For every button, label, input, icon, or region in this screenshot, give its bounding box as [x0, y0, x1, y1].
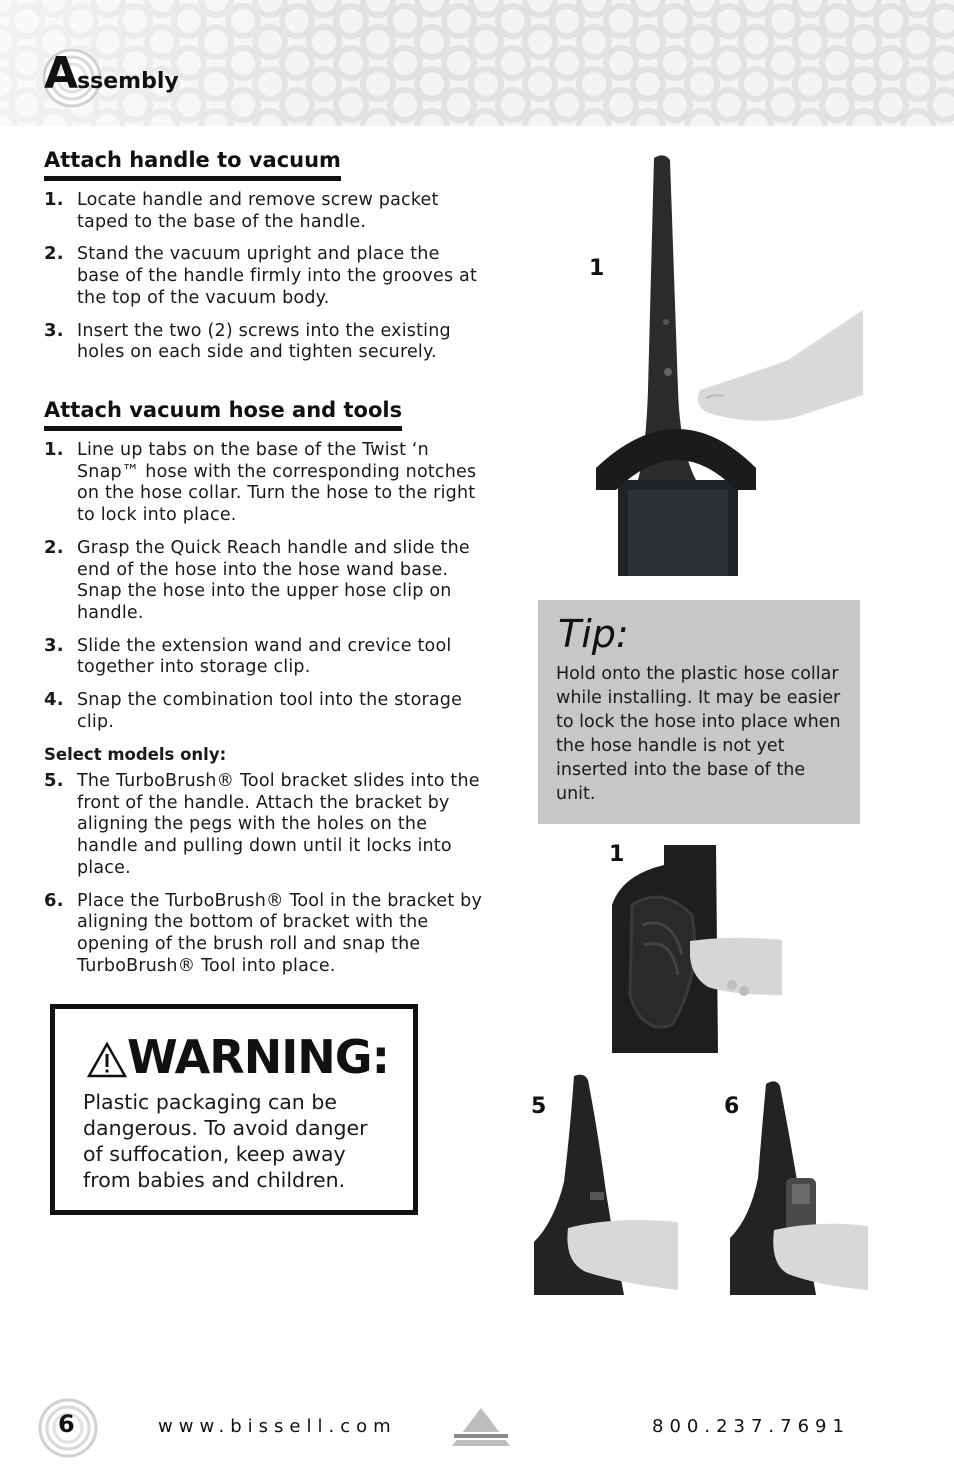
- hose-step-6: [44, 891, 484, 978]
- footer-url: www.bissell.com: [158, 1416, 397, 1437]
- tip-title: Tip:: [558, 612, 629, 656]
- handle-step-3: [44, 321, 484, 364]
- step-number: 2.: [44, 243, 64, 265]
- step-text: Grasp the Quick Reach handle and slide the end of the hose into the hose wand base. Snap the hose into the upper hose clip on handle.: [77, 537, 470, 623]
- step-text: Stand the vacuum upright and place the base of the handle firmly into the grooves at the top of the vacuum body.: [77, 244, 478, 308]
- warning-title: WARNING:: [127, 1030, 389, 1084]
- handle-steps-list: [44, 190, 484, 364]
- photo-turbobrush-install: [730, 1078, 868, 1295]
- step-number: 3.: [44, 634, 64, 656]
- step-text: Insert the two (2) screws into the existing holes on each side and tighten securely.: [77, 320, 451, 363]
- tip-text: Hold onto the plastic hose collar while installing. It may be easier to lock the hose into place when the hose handle is not yet inserted into the base of the unit.: [556, 664, 841, 804]
- step-text: Line up tabs on the base of the Twist ‘n Snap™ hose with the corresponding notches on the hose collar. Turn the hose to the right to lock into place.: [77, 440, 477, 526]
- select-models-label: Select models only:: [44, 745, 227, 764]
- handle-step-1: [44, 190, 484, 233]
- photo-label-hose: 1: [609, 842, 625, 867]
- page-title-initial: A: [44, 48, 78, 99]
- hose-section-heading: Attach vacuum hose and tools: [44, 398, 402, 431]
- photo-turbobrush-bracket: [534, 1072, 678, 1295]
- warning-text: Plastic packaging can be dangerous. To avoid danger of suffocation, keep away from babies and children.: [83, 1090, 368, 1192]
- hose-step-4: [44, 690, 484, 733]
- step-number: 2.: [44, 536, 64, 558]
- photo-label-bracket: 5: [531, 1094, 547, 1119]
- footer: [0, 1390, 954, 1470]
- step-text: Snap the combination tool into the storage clip.: [77, 690, 463, 732]
- step-text: Locate handle and remove screw packet taped to the base of the handle.: [77, 190, 439, 232]
- photo-attach-handle: [588, 150, 863, 576]
- warning-heading: [87, 1030, 389, 1084]
- handle-step-2: [44, 244, 484, 309]
- warning-triangle-icon: [87, 1041, 127, 1079]
- page-title-rest: ssembly: [77, 69, 179, 94]
- step-number: 4.: [44, 689, 64, 711]
- handle-section-heading: Attach handle to vacuum: [44, 148, 341, 181]
- hose-step-3: [44, 636, 484, 679]
- photo-label-handle: 1: [589, 256, 605, 281]
- step-text: The TurboBrush® Tool bracket slides into the front of the handle. Attach the bracket by aligning the pegs with the holes on the handle and pulling down until it locks into place.: [77, 771, 480, 878]
- bissell-logo-icon: [444, 1404, 518, 1450]
- step-number: 5.: [44, 770, 64, 791]
- warning-box: [50, 1004, 418, 1215]
- page-number: 6: [58, 1410, 75, 1438]
- step-text: Place the TurboBrush® Tool in the bracket by aligning the bottom of bracket with the opening of the brush roll and snap the TurboBrush® Tool into place.: [77, 890, 483, 976]
- step-number: 1.: [44, 439, 64, 460]
- hose-steps-list: [44, 440, 484, 733]
- hose-step-5: [44, 771, 484, 880]
- step-number: 3.: [44, 319, 64, 341]
- tip-box: [538, 600, 860, 824]
- select-steps-list: [44, 771, 484, 977]
- hose-step-1: [44, 440, 484, 527]
- step-text: Slide the extension wand and crevice tool together into storage clip.: [77, 635, 452, 678]
- step-number: 1.: [44, 189, 64, 210]
- photo-attach-hose: [612, 845, 782, 1053]
- hose-step-2: [44, 538, 484, 625]
- photo-label-turbobrush: 6: [724, 1094, 740, 1119]
- step-number: 6.: [44, 889, 64, 911]
- footer-phone: 800.237.7691: [652, 1416, 850, 1437]
- page-title: [44, 48, 179, 99]
